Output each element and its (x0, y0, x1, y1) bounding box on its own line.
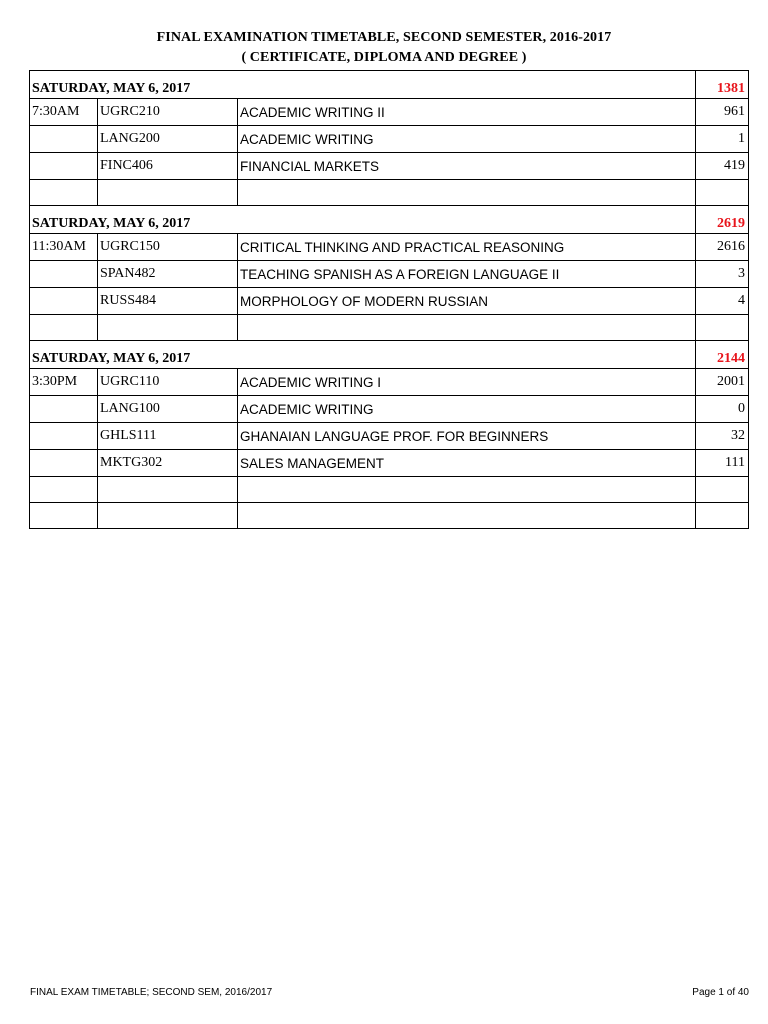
candidate-count: 4 (696, 288, 749, 315)
course-code: LANG200 (98, 126, 238, 153)
course-code: SPAN482 (98, 261, 238, 288)
session-total: 2619 (696, 206, 749, 234)
course-code: UGRC210 (98, 99, 238, 126)
course-code: RUSS484 (98, 288, 238, 315)
footer-left: FINAL EXAM TIMETABLE; SECOND SEM, 2016/2017 (30, 987, 273, 998)
candidate-count: 961 (696, 99, 749, 126)
course-code: LANG100 (98, 396, 238, 423)
blank-row (30, 315, 749, 341)
exam-time: 11:30AM (30, 234, 98, 261)
candidate-count: 419 (696, 153, 749, 180)
exam-time: 3:30PM (30, 369, 98, 396)
session-date: SATURDAY, MAY 6, 2017 (30, 341, 696, 369)
blank-cell (30, 503, 98, 529)
blank-cell (30, 315, 98, 341)
blank-cell (696, 503, 749, 529)
candidate-count: 111 (696, 450, 749, 477)
session-total: 1381 (696, 71, 749, 99)
blank-cell (238, 477, 696, 503)
exam-time (30, 153, 98, 180)
table-row (30, 261, 749, 288)
timetable (29, 70, 749, 529)
table-row (30, 126, 749, 153)
page-subtitle: ( CERTIFICATE, DIPLOMA AND DEGREE ) (241, 50, 527, 65)
course-code: UGRC150 (98, 234, 238, 261)
course-title: ACADEMIC WRITING (238, 126, 696, 153)
session-date: SATURDAY, MAY 6, 2017 (30, 206, 696, 234)
course-title: TEACHING SPANISH AS A FOREIGN LANGUAGE II (238, 261, 696, 288)
exam-time (30, 261, 98, 288)
session-header (30, 341, 749, 369)
candidate-count: 2616 (696, 234, 749, 261)
course-title: FINANCIAL MARKETS (238, 153, 696, 180)
footer-page-number: Page 1 of 40 (692, 987, 749, 998)
session-date: SATURDAY, MAY 6, 2017 (30, 71, 696, 99)
session-header (30, 206, 749, 234)
page-title: FINAL EXAMINATION TIMETABLE, SECOND SEMESTER, 2016-2017 (156, 30, 612, 45)
blank-row (30, 180, 749, 206)
course-code: FINC406 (98, 153, 238, 180)
course-title: ACADEMIC WRITING I (238, 369, 696, 396)
table-row (30, 450, 749, 477)
blank-row (30, 477, 749, 503)
table-row (30, 423, 749, 450)
exam-time (30, 423, 98, 450)
blank-cell (98, 477, 238, 503)
table-row (30, 99, 749, 126)
course-code: GHLS111 (98, 423, 238, 450)
blank-cell (30, 477, 98, 503)
blank-cell (98, 180, 238, 206)
candidate-count: 2001 (696, 369, 749, 396)
course-title: MORPHOLOGY OF MODERN RUSSIAN (238, 288, 696, 315)
blank-cell (238, 315, 696, 341)
candidate-count: 32 (696, 423, 749, 450)
course-title: CRITICAL THINKING AND PRACTICAL REASONING (238, 234, 696, 261)
exam-time (30, 396, 98, 423)
session-header (30, 71, 749, 99)
blank-cell (30, 180, 98, 206)
blank-cell (696, 180, 749, 206)
blank-cell (696, 315, 749, 341)
exam-time: 7:30AM (30, 99, 98, 126)
exam-time (30, 288, 98, 315)
blank-cell (98, 315, 238, 341)
course-title: SALES MANAGEMENT (238, 450, 696, 477)
candidate-count: 1 (696, 126, 749, 153)
table-row (30, 369, 749, 396)
blank-row (30, 503, 749, 529)
course-title: GHANAIAN LANGUAGE PROF. FOR BEGINNERS (238, 423, 696, 450)
course-code: UGRC110 (98, 369, 238, 396)
course-title: ACADEMIC WRITING II (238, 99, 696, 126)
candidate-count: 3 (696, 261, 749, 288)
blank-cell (238, 503, 696, 529)
table-row (30, 153, 749, 180)
course-code: MKTG302 (98, 450, 238, 477)
table-row (30, 234, 749, 261)
candidate-count: 0 (696, 396, 749, 423)
blank-cell (238, 180, 696, 206)
exam-time (30, 450, 98, 477)
session-total: 2144 (696, 341, 749, 369)
blank-cell (696, 477, 749, 503)
exam-time (30, 126, 98, 153)
course-title: ACADEMIC WRITING (238, 396, 696, 423)
table-row (30, 396, 749, 423)
blank-cell (98, 503, 238, 529)
table-row (30, 288, 749, 315)
